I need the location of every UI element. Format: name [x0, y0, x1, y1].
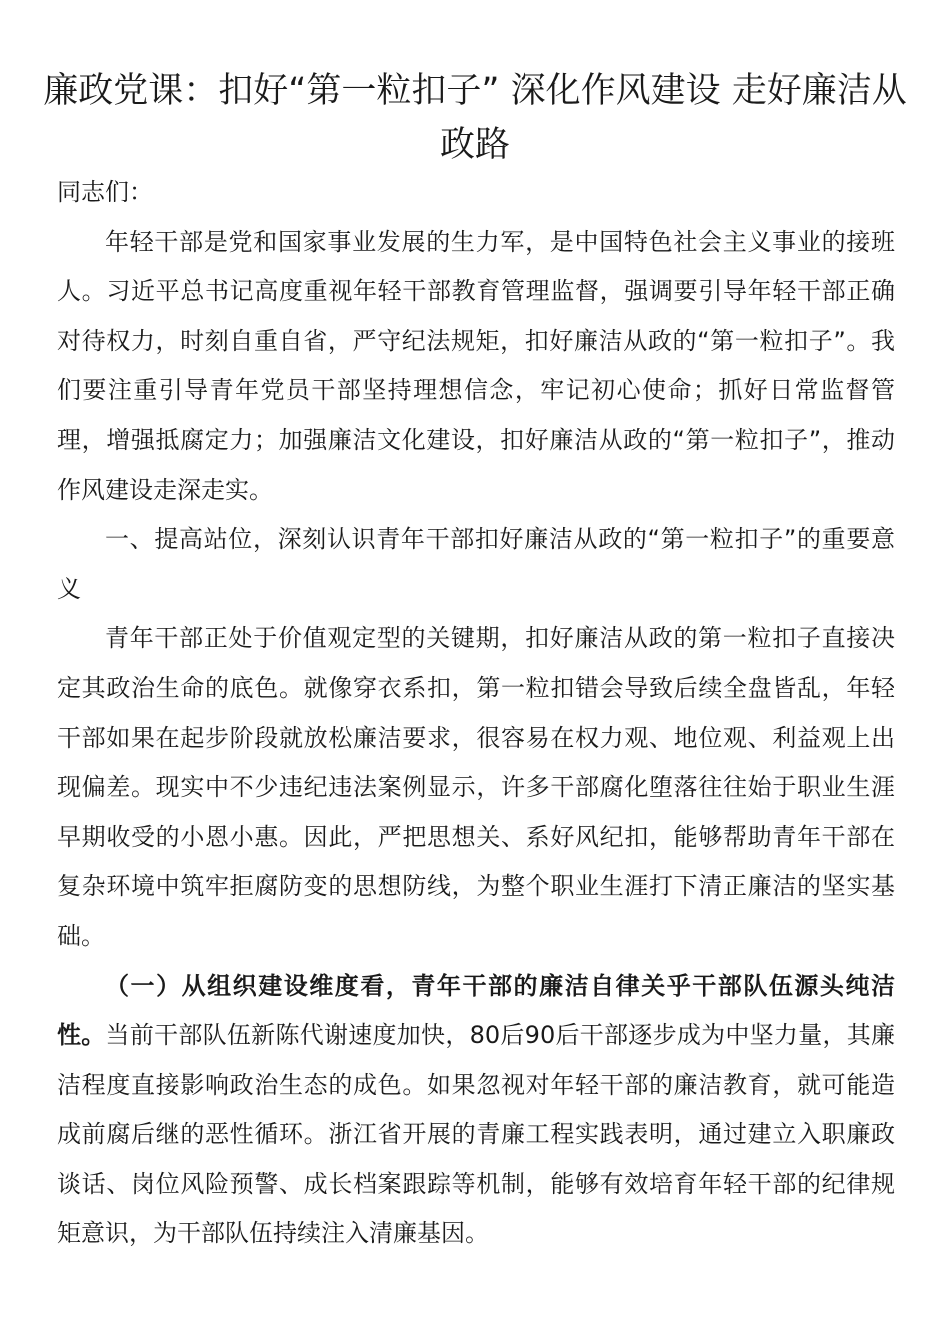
subsection-body: 当前干部队伍新陈代谢速度加快，80后90后干部逐步成为中坚力量，其廉洁程度直接影响政治生态的成色。如果忽视对年轻干部的廉洁教育，就可能造成前腐后继的恶性循环。浙江省开展的青廉工程实践表明，通过建立入职廉政谈话、岗位风险预警、成长档案跟踪等机制，能够有效培育年轻干部的纪律规矩意识，为干部队伍持续注入清廉基因。 [57, 1021, 896, 1248]
document-title: 廉政党课：扣好“第一粒扣子” 深化作风建设 走好廉洁从政路 [43, 71, 907, 165]
intro-paragraph: 年轻干部是党和国家事业发展的生力军，是中国特色社会主义事业的接班人。习近平总书记高度重视年轻干部教育管理监督，强调要引导年轻干部正确对待权力，时刻自重自省，严守纪法规矩，扣好廉洁从政的“第一粒扣子”。我们要注重引导青年党员干部坚持理想信念，牢记初心使命；抓好日常监督管理，增强抵腐定力；加强廉洁文化建设，扣好廉洁从政的“第一粒扣子”，推动作风建设走深走实。 [57, 227, 895, 504]
subsection-lead: （一）从组织建设维度看，青年干部的廉洁自律关乎干部队伍源头纯洁性。 [57, 971, 895, 1050]
document-body [57, 168, 895, 1259]
section-heading: 一、提高站位，深刻认识青年干部扣好廉洁从政的“第一粒扣子”的重要意义 [57, 525, 895, 603]
subsection-paragraph [57, 962, 895, 1260]
salutation: 同志们： [57, 178, 153, 206]
section-paragraph: 青年干部正处于价值观定型的关键期，扣好廉洁从政的第一粒扣子直接决定其政治生命的底色。就像穿衣系扣，第一粒扣错会导致后续全盘皆乱，年轻干部如果在起步阶段就放松廉洁要求，很容易在权力观、地位观、利益观上出现偏差。现实中不少违纪违法案例显示，许多干部腐化堕落往往始于职业生涯早期收受的小恩小惠。因此，严把思想关、系好风纪扣，能够帮助青年干部在复杂环境中筑牢拒腐防变的思想防线，为整个职业生涯打下清正廉洁的坚实基础。 [57, 624, 895, 950]
